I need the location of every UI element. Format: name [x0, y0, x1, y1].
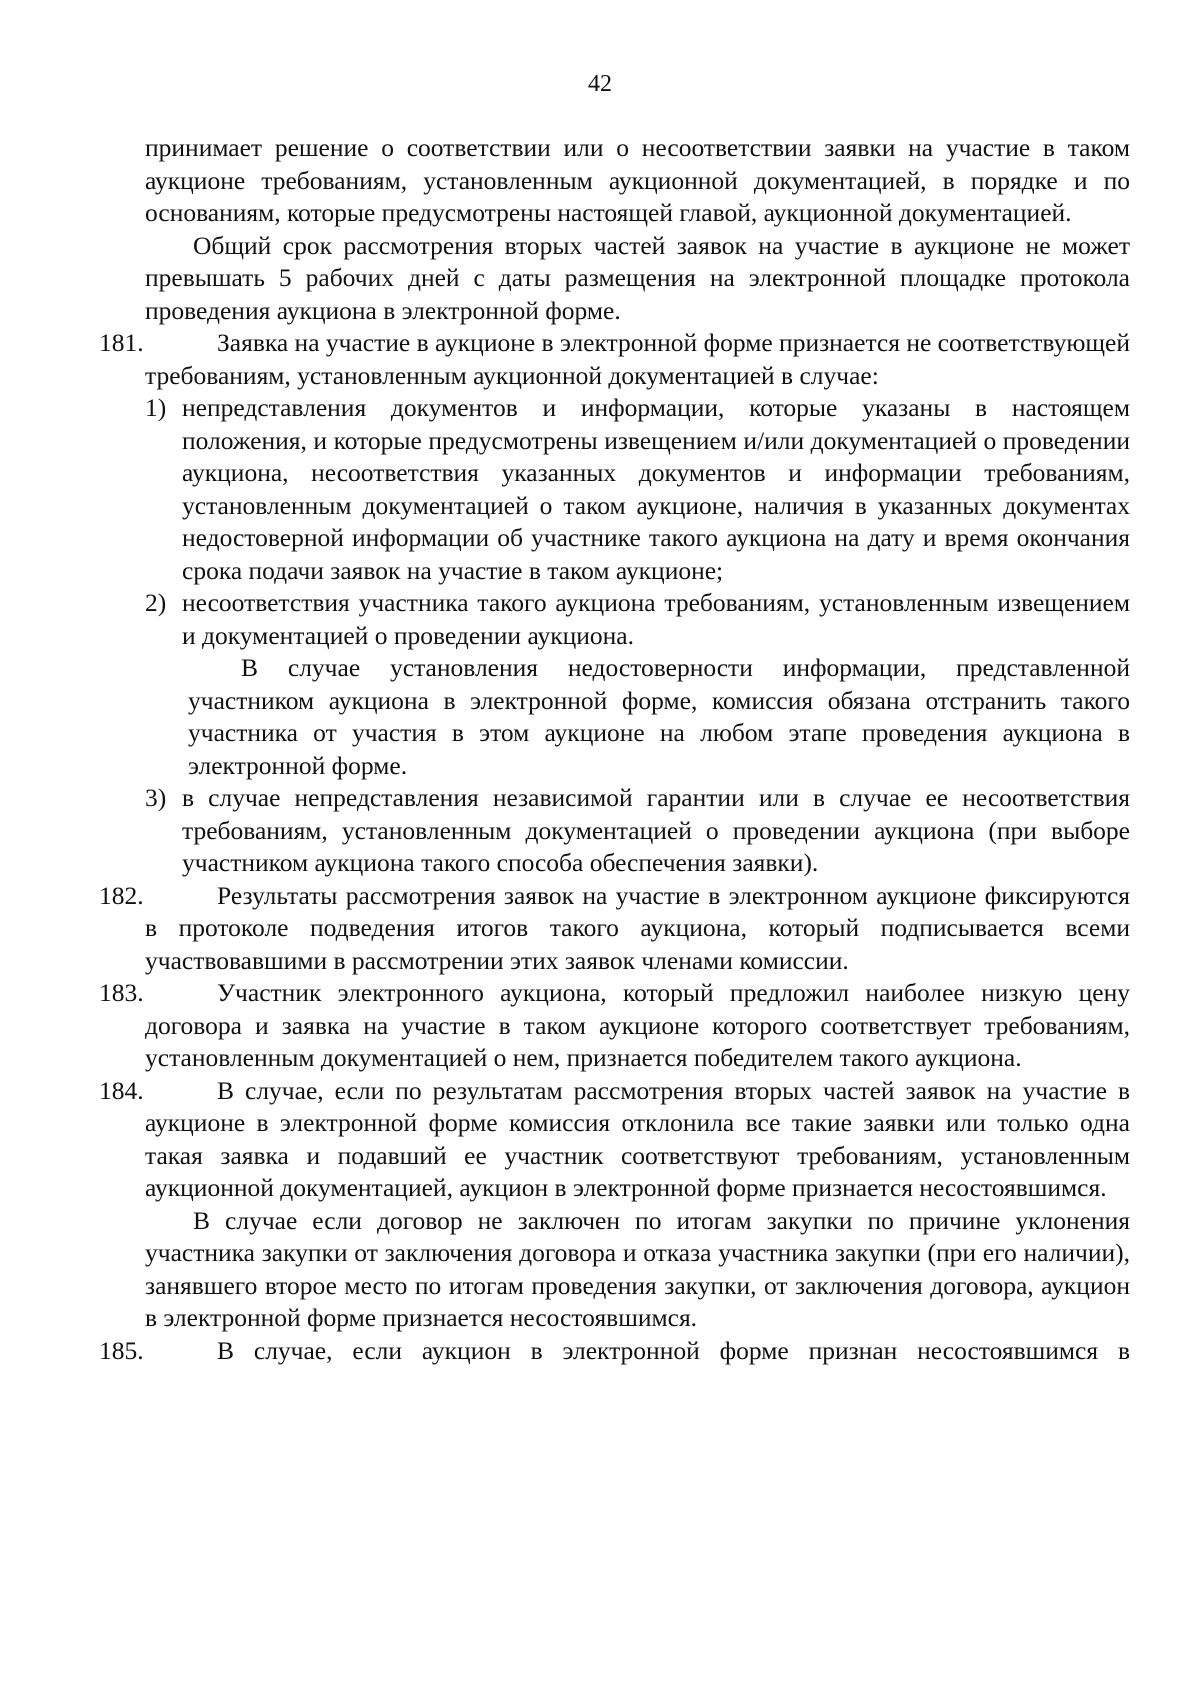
list-item-note: В случае установления недостоверности информации, представленной участником аукциона в электронной форме, комиссия обязана отстранить такого участника от участия в этом аукционе на любом этапе проведения аукциона в электронной форме.: [188, 653, 1130, 780]
list-item: [145, 782, 1130, 880]
list-item-number: 1): [145, 393, 167, 422]
section-number: 183.: [99, 978, 144, 1007]
section-185: [99, 1335, 1130, 1368]
section-note: В случае если договор не заключен по итогам закупки по причине уклонения участника закупки от заключения договора и отказа участника закупки (при его наличии), занявшего второе место по итогам проведения закупки, от заключения договора, аукцион в электронной форме признается несостоявшимся.: [145, 1205, 1130, 1332]
section-text: Результаты рассмотрения заявок на участие в электронном аукционе фиксируются в протоколе подведения итогов такого аукциона, который подписывается всеми участвовавшими в рассмотрении этих заявок членами комиссии.: [145, 880, 1130, 975]
section-number: 182.: [99, 880, 144, 910]
intro-paragraph: Общий срок рассмотрения вторых частей заявок на участие в аукционе не может превышать 5 рабочих дней с даты размещения на электронной площадке протокола проведения аукциона в электронной форме.: [145, 230, 1130, 325]
section-number: 181.: [99, 328, 144, 357]
list-item: [145, 392, 1130, 587]
list-item: [145, 587, 1130, 652]
intro-paragraph: принимает решение о соответствии или о несоответствии заявки на участие в таком аукционе требованиям, установленным аукционной документацией, в порядке и по основаниям, которые предусмотрены настоящей главой, аукционной документацией.: [145, 133, 1130, 227]
list-item-number: 2): [145, 588, 167, 617]
section-184: [99, 1075, 1130, 1205]
list-item-text: несоответствия участника такого аукциона требованиям, установленным извещением и документацией о проведении аукциона.: [182, 588, 1130, 650]
section-number: 184.: [99, 1075, 144, 1105]
section-text: В случае, если аукцион в электронной форме признан несостоявшимся в: [217, 1335, 1130, 1365]
section-number: 185.: [99, 1335, 144, 1365]
section-text: Заявка на участие в аукционе в электронной форме признается не соответствующей требованиям, установленным аукционной документацией в случае:: [145, 328, 1130, 390]
list-item-text: в случае непредставления независимой гарантии или в случае ее несоответствия требованиям, установленным документацией о проведении аукциона (при выборе участником аукциона такого способа обеспечения заявки).: [182, 783, 1130, 877]
section-182: [99, 880, 1130, 978]
section-text: Участник электронного аукциона, который предложил наиболее низкую цену договора и заявка на участие в таком аукционе которого соответствует требованиям, установленным документацией о нем, признается победителем такого аукциона.: [145, 978, 1130, 1072]
section-text: В случае, если по результатам рассмотрения вторых частей заявок на участие в аукционе в электронной форме комиссия отклонила все такие заявки или только одна такая заявка и подавший ее участник соответствуют требованиям, установленным аукционной документацией, аукцион в электронной форме признается несостоявшимся.: [145, 1075, 1130, 1202]
section-183: [99, 977, 1130, 1075]
section-181: [99, 327, 1130, 392]
list-item-number: 3): [145, 783, 167, 812]
page-number: 42: [588, 71, 612, 97]
document-body: [99, 132, 1130, 1367]
list-item-text: непредставления документов и информации, которые указаны в настоящем положения, и которые предусмотрены извещением и/или документацией о проведении аукциона, несоответствия указанных документов и информации требованиям, установленным документацией о таком аукционе, наличия в указанных документах недостоверной информации об участнике такого аукциона на дату и время окончания срока подачи заявок на участие в таком аукционе;: [182, 393, 1130, 585]
